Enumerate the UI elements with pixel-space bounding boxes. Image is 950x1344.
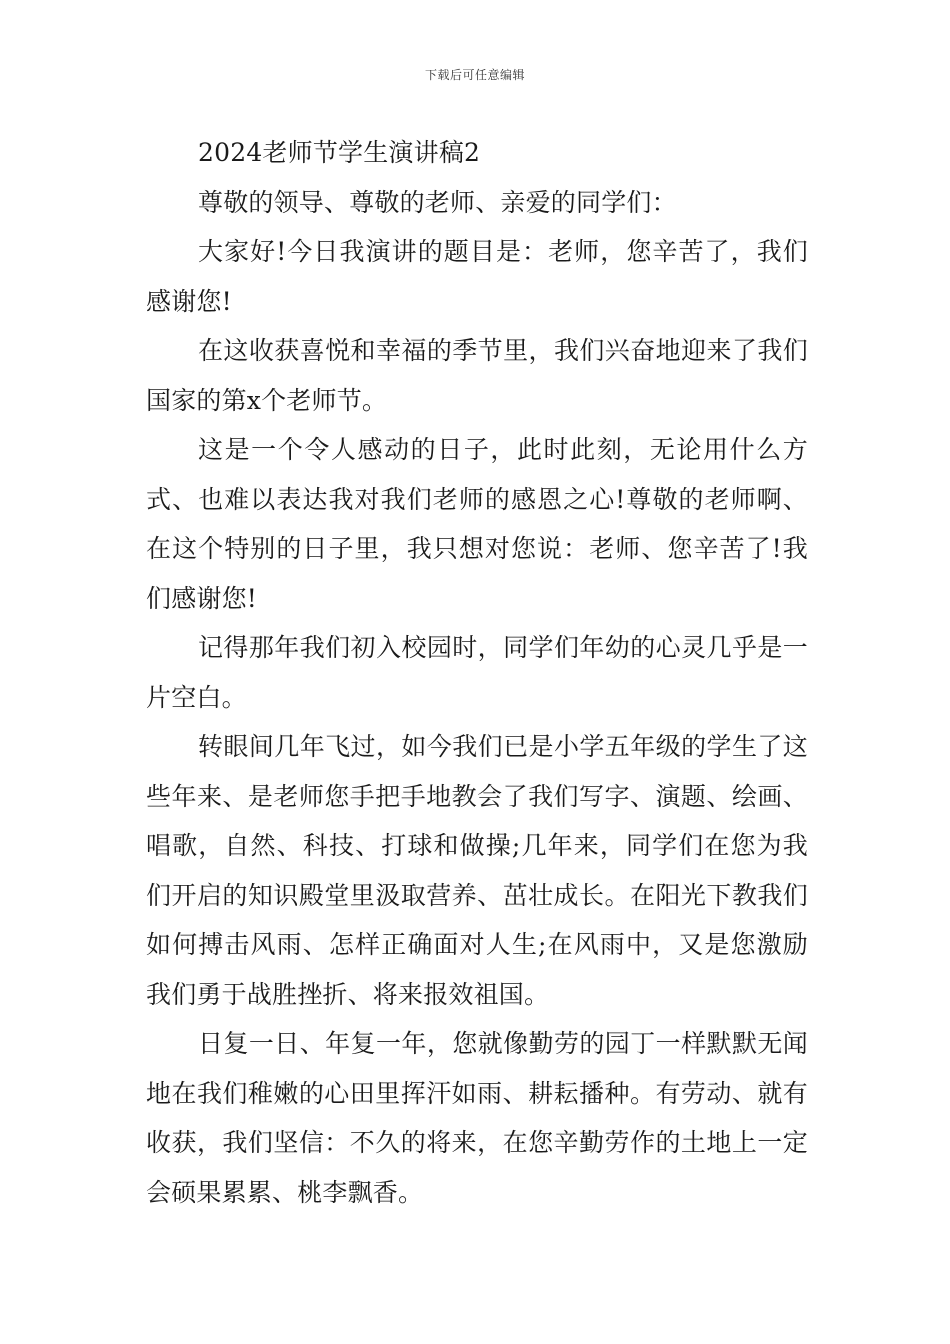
document-title: 2024老师节学生演讲稿2 bbox=[198, 138, 481, 167]
paragraph-gratitude: 这是一个令人感动的日子，此时此刻，无论用什么方式、也难以表达我对我们老师的感恩之心!尊敬的老师啊、在这个特别的日子里，我只想对您说：老师、您辛苦了!我们感谢您! bbox=[146, 435, 808, 613]
paragraph-growth: 转眼间几年飞过，如今我们已是小学五年级的学生了这些年来、是老师您手把手地教会了我们写字、演题、绘画、唱歌，自然、科技、打球和做操;几年来，同学们在您为我们开启的知识殿堂里汲取营养、茁壮成长。在阳光下教我们如何搏击风雨、怎样正确面对人生;在风雨中，又是您激励我们勇于战胜挫折、将来报效祖国。 bbox=[146, 732, 808, 1009]
paragraph-season: 在这收获喜悦和幸福的季节里，我们兴奋地迎来了我们国家的第x个老师节。 bbox=[146, 336, 808, 415]
document-body bbox=[146, 128, 808, 1217]
paragraph-salutation: 尊敬的领导、尊敬的老师、亲爱的同学们： bbox=[198, 187, 677, 217]
header-note: 下载后可任意编辑 bbox=[424, 68, 525, 82]
paragraph-greeting: 大家好!今日我演讲的题目是：老师，您辛苦了，我们感谢您! bbox=[146, 237, 808, 316]
paragraph-gardener: 日复一日、年复一年，您就像勤劳的园丁一样默默无闻地在我们稚嫩的心田里挥汗如雨、耕耘播种。有劳动、就有收获，我们坚信：不久的将来，在您辛勤劳作的土地上一定会硕果累累、桃李飘香。 bbox=[146, 1029, 808, 1207]
paragraph-memory: 记得那年我们初入校园时，同学们年幼的心灵几乎是一片空白。 bbox=[146, 633, 808, 712]
